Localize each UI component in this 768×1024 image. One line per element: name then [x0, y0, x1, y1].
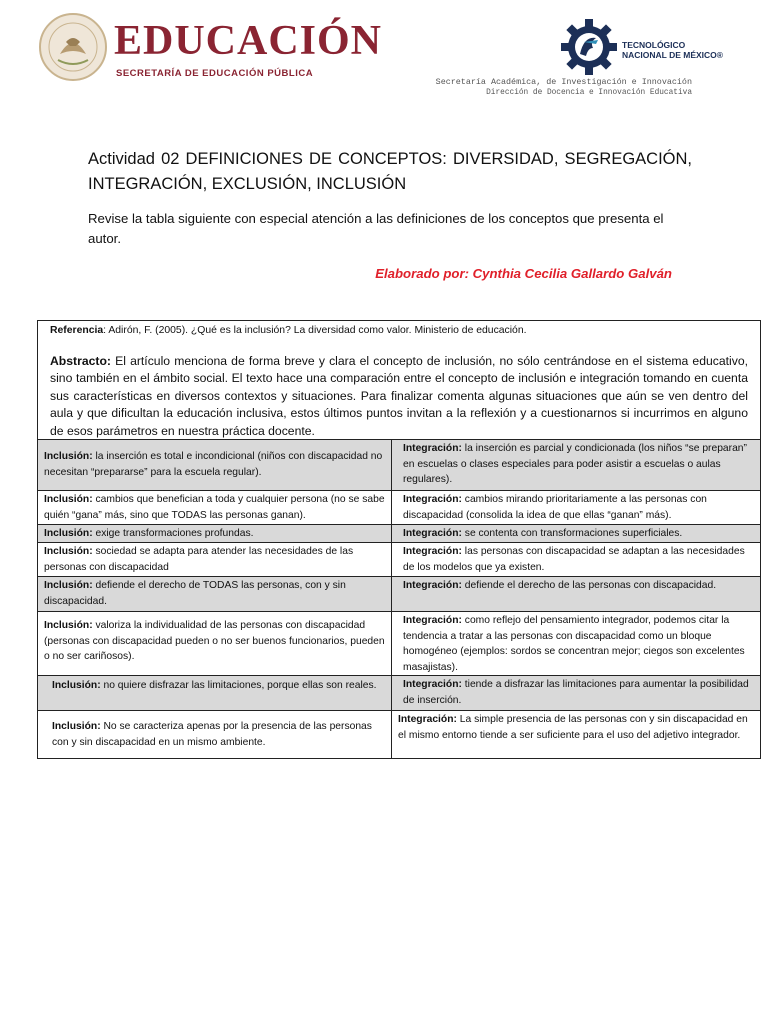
integration-text: La simple presencia de las personas con y sin discapacidad en el mismo entorno tiende a ser suficiente para el uso del adjetivo integrador. — [398, 714, 748, 741]
inclusion-text: la inserción es total e incondicional (niños con discapacidad no necesitan “prepararse” para la escuela regular). — [44, 451, 383, 478]
inclusion-cell — [38, 525, 391, 542]
inclusion-text: valoriza la individualidad de las personas con discapacidad (personas con discapacidad pueden o no ser buenos funcionarios, pueden o no ser cariñosos). — [44, 620, 385, 662]
integration-text: se contenta con transformaciones superficiales. — [461, 528, 683, 539]
abstract-text — [50, 353, 748, 440]
reference-text — [50, 323, 748, 338]
integration-text: como reflejo del pensamiento integrador, podemos citar la tendencia a tratar a las personas con discapacidad como un bloque homogéneo (ejemplos: sordos se concentran mejor; ciegos son excelentes masajistas). — [403, 615, 745, 673]
table-header-cell — [38, 321, 760, 440]
inclusion-text: exige transformaciones profundas. — [92, 528, 254, 539]
table-row — [38, 525, 760, 543]
integration-text: cambios mirando prioritariamente a las personas con discapacidad (consolida la idea de que ellas “ganan” más). — [403, 494, 707, 521]
inclusion-text: No se caracteriza apenas por la presencia de las personas con y sin discapacidad en un mismo ambiente. — [52, 721, 372, 748]
inclusion-text: defiende el derecho de TODAS las personas, con y sin discapacidad. — [44, 580, 346, 607]
inclusion-label: Inclusión: — [44, 620, 93, 631]
inclusion-cell — [38, 440, 391, 490]
table-row — [38, 577, 760, 612]
inclusion-label: Inclusión: — [52, 680, 101, 691]
inclusion-cell — [38, 543, 391, 576]
inclusion-cell — [38, 491, 391, 524]
inclusion-cell — [38, 612, 391, 675]
integration-label: Integración: — [403, 546, 462, 557]
integration-label: Integración: — [403, 443, 462, 454]
inclusion-text: no quiere disfrazar las limitaciones, porque ellas son reales. — [100, 680, 377, 691]
integration-label: Integración: — [398, 714, 457, 725]
inclusion-cell — [38, 676, 391, 710]
table-row — [38, 676, 760, 711]
author-line: Elaborado por: Cynthia Cecilia Gallardo Galván — [375, 266, 672, 281]
integration-cell — [391, 711, 760, 758]
inclusion-text: cambios que benefician a toda y cualquier persona (no se sabe quién “gana” más, sino que TODAS las personas ganan). — [44, 494, 385, 521]
comparison-table — [37, 320, 761, 759]
brand-subtitle: SECRETARÍA DE EDUCACIÓN PÚBLICA — [116, 68, 314, 79]
table-row — [38, 440, 760, 491]
inclusion-label: Inclusión: — [44, 451, 93, 462]
integration-label: Integración: — [403, 679, 462, 690]
integration-cell — [391, 612, 760, 675]
inclusion-label: Inclusión: — [44, 494, 93, 505]
integration-label: Integración: — [403, 494, 462, 505]
inclusion-cell — [38, 577, 391, 611]
integration-label: Integración: — [403, 615, 462, 626]
tecnm-name — [622, 40, 723, 60]
tecnm-name-line1: TECNOLÓGICO — [622, 40, 686, 50]
integration-label: Integración: — [403, 580, 462, 591]
activity-title: Actividad 02 DEFINICIONES DE CONCEPTOS: DIVERSIDAD, SEGREGACIÓN, INTEGRACIÓN, EXCLUSIÓN, INCLUSIÓN — [88, 150, 692, 193]
mexico-seal-logo — [38, 12, 108, 82]
table-row — [38, 491, 760, 525]
inclusion-cell — [38, 711, 391, 758]
integration-text: defiende el derecho de las personas con discapacidad. — [461, 580, 717, 591]
inclusion-text: sociedad se adapta para atender las necesidades de las personas con discapacidad — [44, 546, 354, 573]
integration-cell — [391, 491, 760, 524]
integration-cell — [391, 676, 760, 710]
table-row — [38, 612, 760, 676]
abstract-label: Abstracto: — [50, 354, 111, 368]
secretaria-line: Secretaría Académica, de Investigación e Innovación — [435, 77, 692, 87]
inclusion-label: Inclusión: — [44, 546, 93, 557]
brand-title: EDUCACIÓN — [114, 18, 383, 64]
table-row — [38, 543, 760, 577]
integration-text: las personas con discapacidad se adaptan a las necesidades de los modelos que ya existen. — [403, 546, 745, 573]
inclusion-label: Inclusión: — [52, 721, 101, 732]
reference-label: Referencia — [50, 325, 104, 336]
tecnm-name-line2: NACIONAL DE MÉXICO® — [622, 50, 724, 60]
integration-cell — [391, 525, 760, 542]
table-row — [38, 711, 760, 758]
integration-label: Integración: — [403, 528, 462, 539]
integration-cell — [391, 577, 760, 611]
reference-value: : Adirón, F. (2005). ¿Qué es la inclusión? La diversidad como valor. Ministerio de educación. — [103, 325, 527, 336]
inclusion-label: Inclusión: — [44, 528, 93, 539]
inclusion-label: Inclusión: — [44, 580, 93, 591]
integration-text: la inserción es parcial y condicionada (los niños “se preparan” en escuelas o clases especiales para poder asistir a escuelas o aulas regulares). — [403, 443, 747, 485]
integration-text: tiende a disfrazar las limitaciones para aumentar la posibilidad de inserción. — [403, 679, 749, 706]
abstract-value: El artículo menciona de forma breve y clara el concepto de inclusión, no sólo centrándose en el sistema educativo, sino también en el ámbito social. El texto hace una comparación entre el concepto de inclusión e integración tomando en cuenta sus características en diversos contextos y situaciones. Para finalizar comenta algunas situaciones que aún se ven dentro del aula y que dificultan la educación inclusiva, estos últimos puntos invitan a la reflexión y a cuestionarnos si incurrimos en alguno de esos parámetros en nuestra práctica docente. — [50, 354, 748, 438]
tecnm-logo — [560, 18, 618, 76]
direccion-line: Dirección de Docencia e Innovación Educativa — [486, 89, 692, 97]
integration-cell — [391, 440, 760, 490]
intro-paragraph: Revise la tabla siguiente con especial atención a las definiciones de los conceptos que presenta el autor. — [88, 211, 664, 246]
integration-cell — [391, 543, 760, 576]
